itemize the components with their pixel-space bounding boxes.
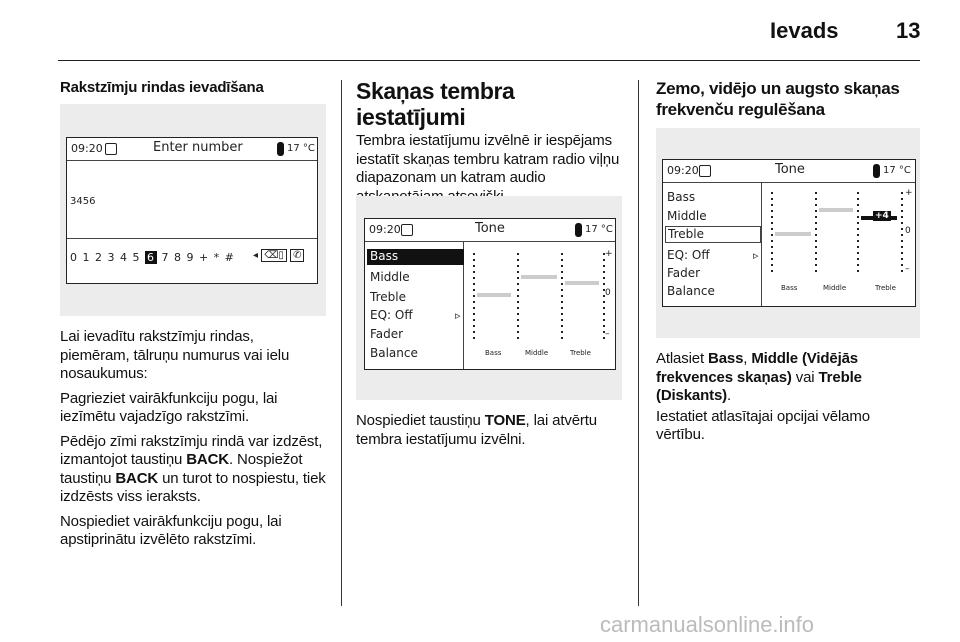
temperature: 17 °C <box>883 165 911 176</box>
clock: 09:20 <box>369 223 401 236</box>
page-header-title: Ievads <box>770 18 839 43</box>
tone-screenshot <box>356 196 622 400</box>
section-heading-character-input: Rakstzīmju rindas ievadīšana <box>60 79 264 96</box>
thermometer-icon <box>277 142 284 156</box>
status-bar <box>67 138 317 161</box>
enter-number-screenshot <box>60 104 326 316</box>
enter-number-screen <box>66 137 318 284</box>
entered-number: 3456 <box>70 196 96 207</box>
column-1-body <box>60 328 326 556</box>
column-3 <box>656 78 922 120</box>
menu-item-balance[interactable]: Balance <box>667 284 715 298</box>
screen-title: Enter number <box>153 140 243 155</box>
clock: 09:20 <box>667 164 699 177</box>
treble-value-badge: +4 <box>875 211 889 221</box>
bar-label-treble: Treble <box>875 284 896 292</box>
menu-item-middle[interactable]: Middle <box>370 270 410 284</box>
menu-item-middle[interactable]: Middle <box>667 209 707 223</box>
backspace-icon[interactable]: ⌫▯ <box>261 249 287 262</box>
submenu-arrow-icon: ▹ <box>455 309 461 322</box>
temperature: 17 °C <box>585 224 613 235</box>
clock-icon <box>699 165 711 177</box>
screen-title: Tone <box>475 221 505 236</box>
menu-item-eq[interactable]: EQ: Off <box>370 308 413 322</box>
charset-divider <box>67 238 317 239</box>
paragraph-confirm: Nospiediet vairākfunkciju pogu, lai apstiprinātu izvēlēto rakstzīmi. <box>60 512 282 548</box>
bar-label-middle: Middle <box>525 349 549 357</box>
watermark: carmanualsonline.info <box>600 612 815 637</box>
treble-screen <box>662 159 916 307</box>
scale-plus: + <box>605 249 613 259</box>
section-heading-frequency-adjustment: Zemo, vidējo un augsto skaņas frekvenču regulēšana <box>656 79 900 119</box>
header-divider <box>58 60 920 61</box>
clock-icon <box>401 224 413 236</box>
status-bar <box>663 160 915 183</box>
bar-label-treble: Treble <box>570 349 591 357</box>
status-bar <box>365 219 615 242</box>
column-1 <box>60 78 326 97</box>
page-number: 13 <box>896 18 921 43</box>
bass-level-bar <box>477 293 511 297</box>
paragraph-back: Pēdējo zīmi rakstzīmju rindā var izdzēst, izmantojot taustiņu BACK. Nospiežot taustiņu BACK un turot to nospiestu, tiek izdzēsts viss ieraksts. <box>60 432 326 505</box>
bar-label-middle: Middle <box>823 284 847 292</box>
paragraph-select-option: Atlasiet Bass, Middle (Vidējās frekvences skaņas) vai Treble (Diskants). <box>656 350 862 404</box>
paragraph-rotate-knob: Pagrieziet vairākfunkciju pogu, lai iezīmētu vajadzīgo rakstzīmi. <box>60 389 278 425</box>
treble-level-bar <box>565 281 599 285</box>
treble-screenshot <box>656 128 920 338</box>
section-heading-tone-settings: Skaņas tembra iestatījumi <box>356 78 515 130</box>
column-divider-1 <box>341 80 342 606</box>
charset-selected[interactable]: 6 <box>146 251 155 264</box>
menu-item-fader[interactable]: Fader <box>667 266 701 280</box>
menu-item-eq[interactable]: EQ: Off <box>667 248 710 262</box>
arrow-left-icon[interactable]: ◂ <box>253 250 259 261</box>
paragraph-set-value: Iestatiet atlasītajai opcijai vēlamo vērtību. <box>656 407 870 443</box>
middle-level-bar <box>819 208 853 212</box>
scale-minus: – <box>905 264 910 274</box>
charset-before[interactable]: 0 1 2 3 4 5 <box>70 251 141 264</box>
thermometer-icon <box>575 223 582 237</box>
temperature: 17 °C <box>287 143 315 154</box>
character-row[interactable] <box>70 251 235 264</box>
middle-level-bar <box>521 275 557 279</box>
column-2-body <box>356 412 622 455</box>
menu-item-treble[interactable]: Treble <box>370 290 406 304</box>
scale-zero: 0 <box>905 226 911 236</box>
clock: 09:20 <box>71 142 103 155</box>
column-2 <box>356 78 622 212</box>
scale-minus: – <box>605 329 610 339</box>
menu-item-bass[interactable]: Bass <box>667 190 696 204</box>
column-3-body <box>656 350 922 451</box>
menu-divider <box>761 182 762 306</box>
input-controls <box>253 249 304 262</box>
column-divider-2 <box>638 80 639 606</box>
submenu-arrow-icon: ▹ <box>753 249 759 262</box>
paragraph-intro: Lai ievadītu rakstzīmju rindas, piemēram, tālruņu numurus vai ielu nosaukumus: <box>60 328 290 382</box>
scale-plus: + <box>905 188 913 198</box>
bass-level-bar <box>775 232 811 236</box>
menu-item-treble[interactable]: Treble <box>665 226 761 243</box>
menu-item-fader[interactable]: Fader <box>370 327 404 341</box>
menu-item-bass[interactable]: Bass <box>367 249 464 265</box>
menu-item-balance[interactable]: Balance <box>370 346 418 360</box>
paragraph-tone-intro: Tembra iestatījumu izvēlnē ir iespējams iestatīt skaņas tembru katram radio viļņu diapazonam un katram audio <box>356 132 620 186</box>
screen-title: Tone <box>775 162 805 177</box>
clock-icon <box>105 143 117 155</box>
bar-label-bass: Bass <box>485 349 502 357</box>
bar-label-bass: Bass <box>781 284 798 292</box>
charset-after[interactable]: 7 8 9 + * # <box>161 251 235 264</box>
phone-icon[interactable]: ✆ <box>290 249 304 262</box>
scale-zero: 0 <box>605 288 611 298</box>
tone-screen <box>364 218 616 370</box>
thermometer-icon <box>873 164 880 178</box>
paragraph-press-tone: Nospiediet taustiņu TONE, lai atvērtu tembra iestatījumu izvēlni. <box>356 412 597 448</box>
